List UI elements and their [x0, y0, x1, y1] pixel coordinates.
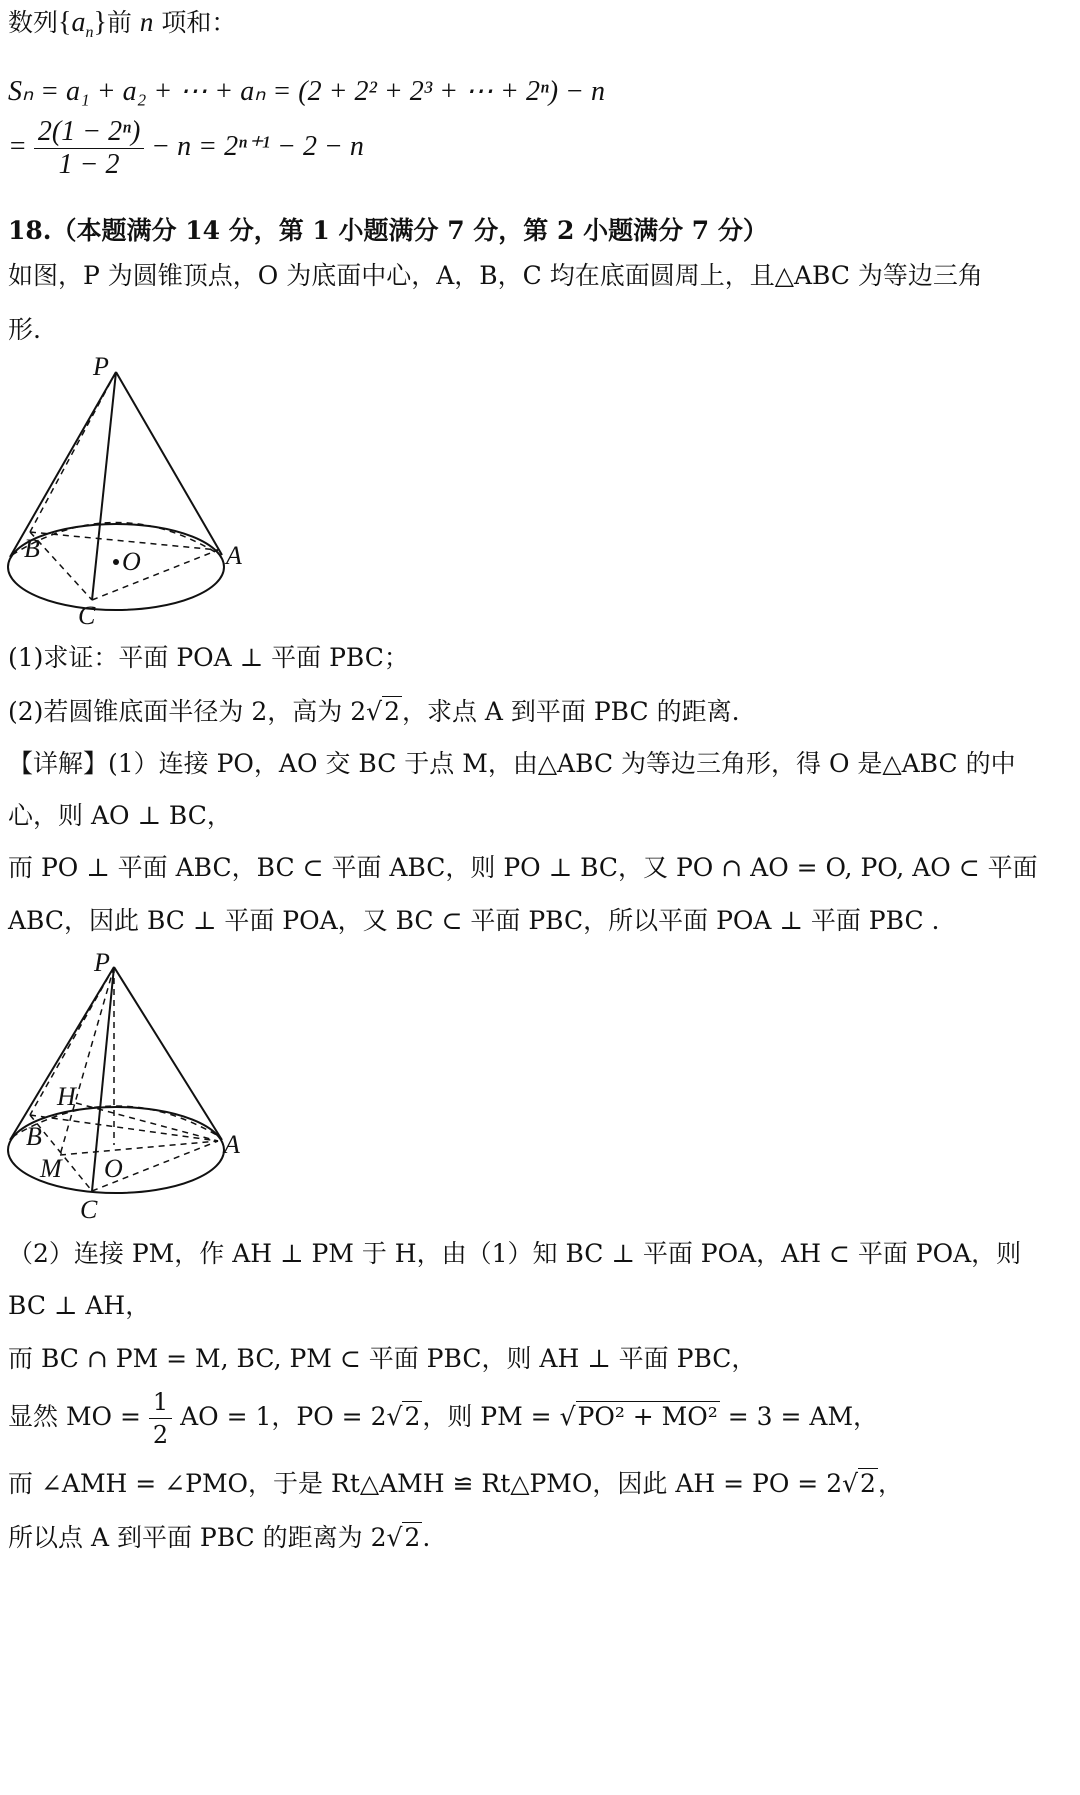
cone-figure-2: [0, 945, 280, 1225]
sum-formula-line2: = $\frac{\text{2(1 − 2ⁿ)}}{1 - 2}$ − n = 2ⁿ⁺¹ − 2 − n: [8, 116, 364, 180]
label-H: H: [57, 1082, 76, 1111]
label-C: C: [80, 1195, 98, 1224]
label-A: A: [226, 541, 242, 570]
solution-part1-line3: 而 PO ⊥ 平面 ABC，BC ⊂ 平面 ABC，则 PO ⊥ BC，又 PO ∩ AO = O, PO, AO ⊂ 平面: [8, 853, 1038, 882]
solution-part1-line1: 【详解】(1）连接 PO，AO 交 BC 于点 M，由△ABC 为等边三角形，得 O 是△ABC 的中: [8, 749, 1016, 778]
label-M: M: [40, 1154, 62, 1183]
question-1: (1)求证：平面 POA ⊥ 平面 PBC；: [8, 643, 409, 672]
problem-stem-line2: 形.: [8, 315, 41, 344]
solution-part2-line4: 显然 MO = $\frac{1}{2}$ AO = 1，PO = 2√2，则 PM = √PO² + MO² = 3 = AM，: [8, 1388, 879, 1449]
question-2: (2)若圆锥底面半径为 2，高为 2√2，求点 A 到平面 PBC 的距离.: [8, 697, 740, 726]
sum-fraction: $\frac{\text{2(1 − 2ⁿ)}}{1 - 2}$: [34, 116, 144, 181]
label-O: O: [122, 547, 141, 576]
solution-part2-line5: 而 ∠AMH = ∠PMO，于是 Rt△AMH ≌ Rt△PMO，因此 AH = PO = 2√2，: [8, 1469, 903, 1498]
label-P: P: [94, 948, 110, 977]
solution-part2-line1: （2）连接 PM，作 AH ⊥ PM 于 H，由（1）知 BC ⊥ 平面 POA，AH ⊂ 平面 POA，则: [8, 1239, 1022, 1268]
label-P: P: [93, 352, 109, 381]
solution-part2-line6: 所以点 A 到平面 PBC 的距离为 2√2.: [8, 1523, 431, 1552]
label-C: C: [78, 601, 96, 630]
solution-part2-line2: BC ⊥ AH，: [8, 1291, 151, 1320]
half-fraction: $\frac{1}{2}$: [149, 1386, 172, 1451]
sequence-sum-intro: 数列$\{a_n\}$前 n 项和：: [8, 7, 237, 41]
cone-figure-1: [0, 350, 280, 635]
sum-formula-line1: Sₙ = a₁ + a₂ + ⋯ + aₙ = (2 + 2² + 2³ + ⋯ + 2ⁿ) − n: [8, 76, 605, 107]
label-B: B: [24, 534, 40, 563]
solution-part1-line4: ABC，因此 BC ⊥ 平面 POA，又 BC ⊂ 平面 PBC，所以平面 POA ⊥ 平面 PBC .: [8, 906, 940, 935]
label-A: A: [224, 1130, 240, 1159]
problem-header: 18.（本题满分 14 分，第 1 小题满分 7 分，第 2 小题满分 7 分）: [8, 216, 768, 245]
solution-part1-line2: 心，则 AO ⊥ BC，: [8, 801, 232, 830]
solution-part2-line3: 而 BC ∩ PM = M, BC, PM ⊂ 平面 PBC，则 AH ⊥ 平面 PBC，: [8, 1344, 757, 1373]
label-O: O: [104, 1154, 123, 1183]
label-B: B: [26, 1122, 42, 1151]
problem-stem-line1: 如图，P 为圆锥顶点，O 为底面中心，A，B，C 均在底面圆周上，且△ABC 为等边三角: [8, 261, 983, 290]
